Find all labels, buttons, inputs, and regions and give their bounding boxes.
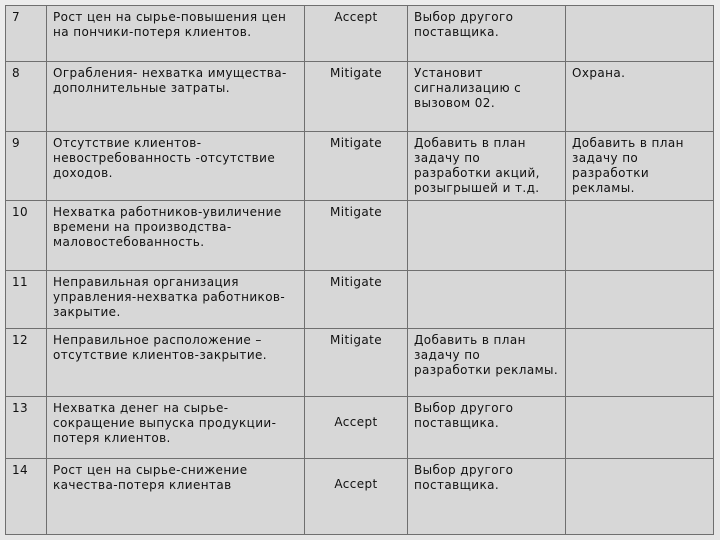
additional-action [566, 459, 714, 535]
additional-action [566, 6, 714, 62]
risk-description: Неправильное расположение – отсутствие клиентов-закрытие. [47, 329, 305, 397]
response-strategy: Mitigate [305, 201, 408, 271]
response-action: Установит сигнализацию с вызовом 02. [408, 62, 566, 132]
response-strategy: Accept [305, 397, 408, 459]
risk-description: Нехватка работников-увиличение времени на производства-маловостебованность. [47, 201, 305, 271]
response-strategy: Mitigate [305, 329, 408, 397]
risk-description: Нехватка денег на сырье-сокращение выпуска продукции-потеря клиентов. [47, 397, 305, 459]
table-row [6, 132, 714, 201]
risk-table [5, 5, 714, 535]
additional-action: Охрана. [566, 62, 714, 132]
table-row [6, 271, 714, 329]
table-row [6, 62, 714, 132]
risk-description: Ограбления- нехватка имущества-дополнительные затраты. [47, 62, 305, 132]
additional-action [566, 329, 714, 397]
response-strategy: Mitigate [305, 132, 408, 201]
table-row [6, 397, 714, 459]
response-strategy: Mitigate [305, 62, 408, 132]
response-strategy: Accept [305, 6, 408, 62]
additional-action [566, 201, 714, 271]
row-number: 11 [6, 271, 47, 329]
response-action [408, 271, 566, 329]
response-action: Выбор другого поставщика. [408, 6, 566, 62]
table-row [6, 201, 714, 271]
additional-action [566, 271, 714, 329]
row-number: 12 [6, 329, 47, 397]
response-strategy: Mitigate [305, 271, 408, 329]
response-action [408, 201, 566, 271]
row-number: 9 [6, 132, 47, 201]
risk-description: Рост цен на сырье-повышения цен на пончики-потеря клиентов. [47, 6, 305, 62]
table-row [6, 459, 714, 535]
row-number: 10 [6, 201, 47, 271]
response-action: Добавить в план задачу по разработки акций, розыгрышей и т.д. [408, 132, 566, 201]
row-number: 13 [6, 397, 47, 459]
risk-description: Отсутствие клиентов-невостребованность -отсутствие доходов. [47, 132, 305, 201]
response-strategy: Accept [305, 459, 408, 535]
risk-description: Рост цен на сырье-снижение качества-потеря клиентав [47, 459, 305, 535]
additional-action: Добавить в план задачу по разработки рекламы. [566, 132, 714, 201]
additional-action [566, 397, 714, 459]
table-row [6, 329, 714, 397]
response-action: Выбор другого поставщика. [408, 397, 566, 459]
response-action: Добавить в план задачу по разработки рекламы. [408, 329, 566, 397]
table-row [6, 6, 714, 62]
risk-description: Неправильная организация управления-нехватка работников-закрытие. [47, 271, 305, 329]
response-action: Выбор другого поставщика. [408, 459, 566, 535]
row-number: 7 [6, 6, 47, 62]
row-number: 8 [6, 62, 47, 132]
row-number: 14 [6, 459, 47, 535]
